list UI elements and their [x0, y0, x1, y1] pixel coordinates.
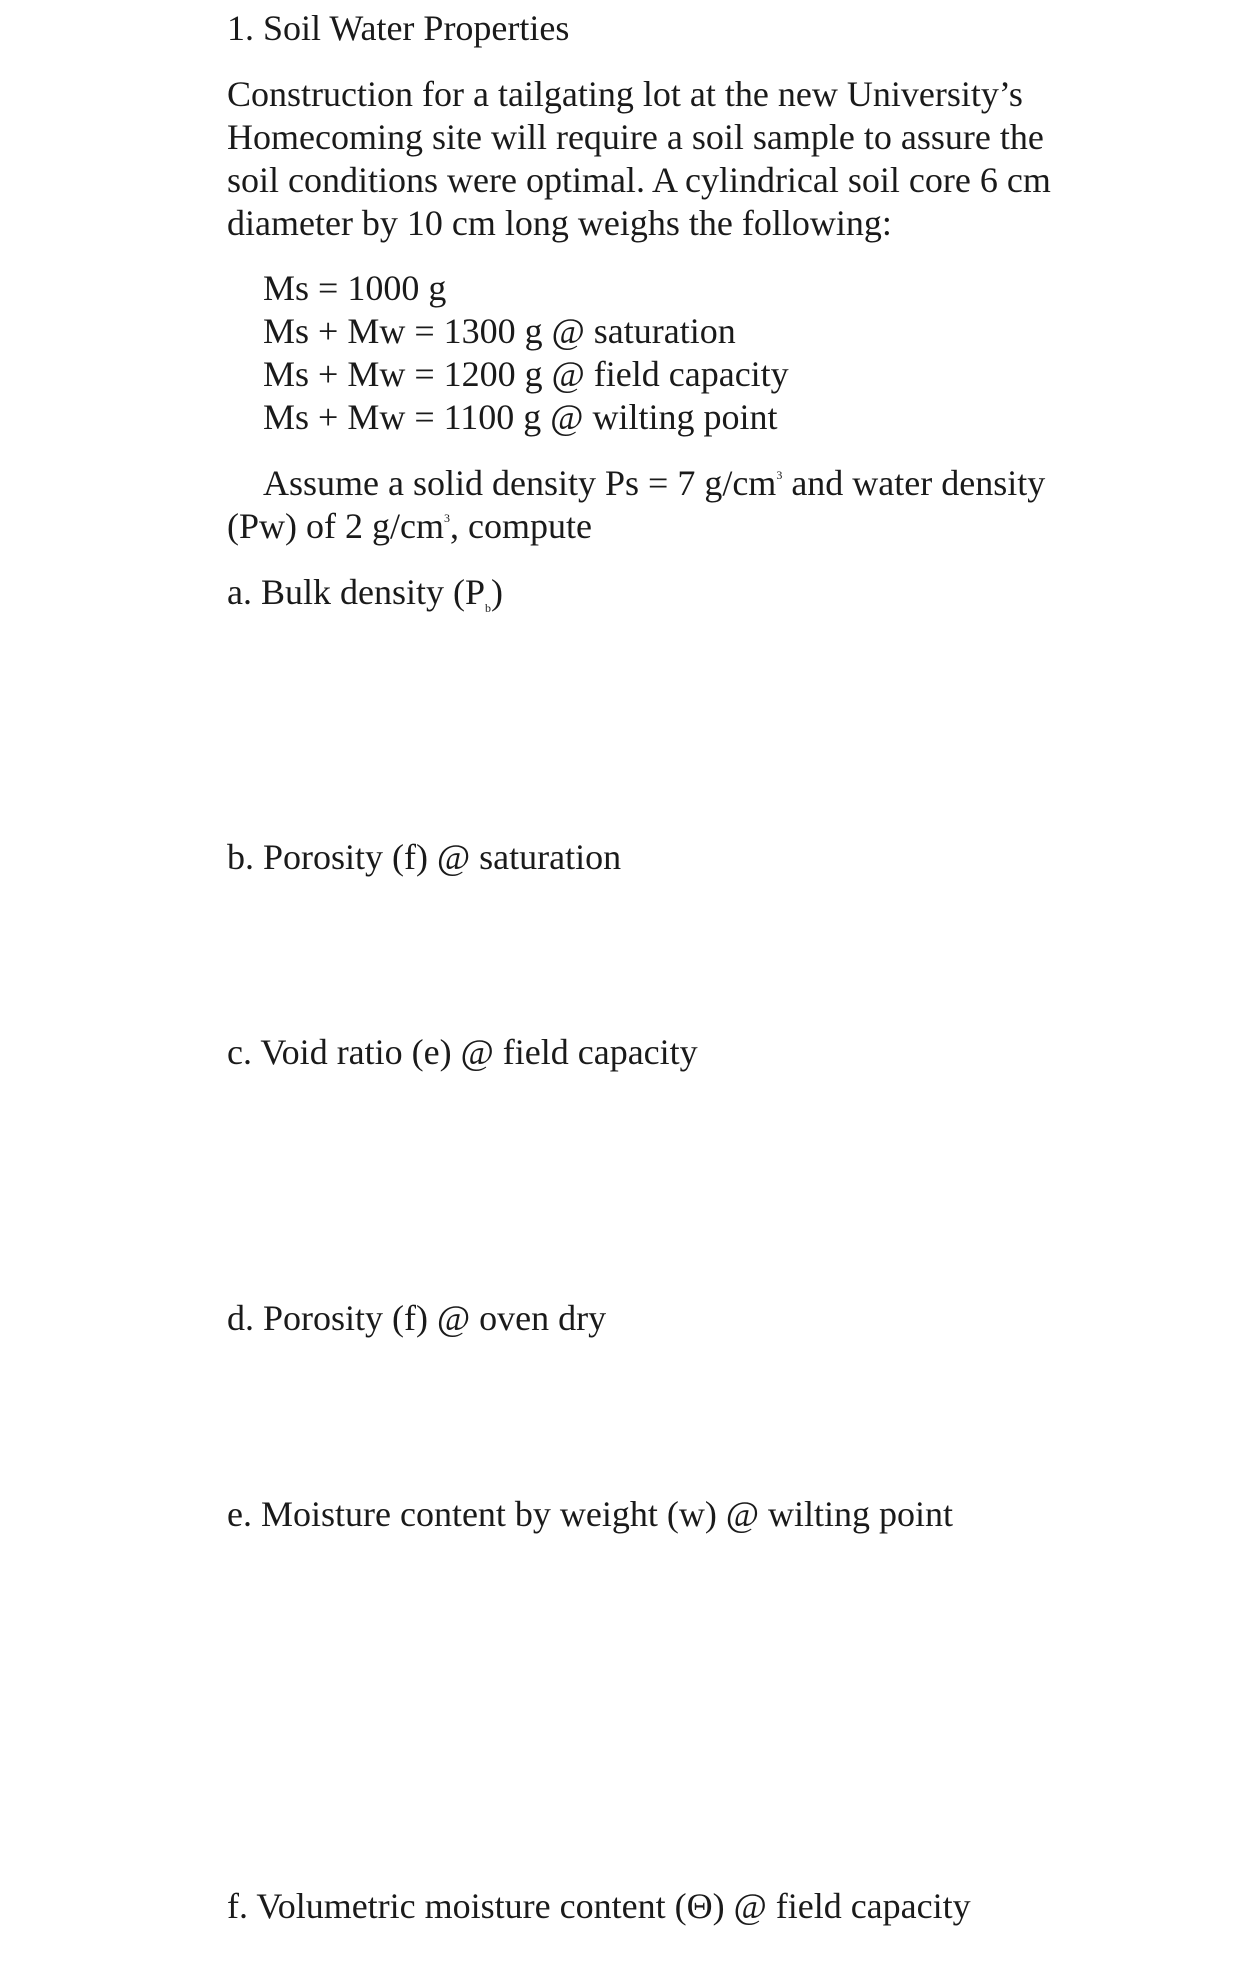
- given-dry-mass: Ms = 1000 g: [263, 268, 447, 308]
- given-field-capacity-mass: Ms + Mw = 1200 g @ field capacity: [263, 354, 789, 394]
- assumption-line-2-text: (Pw) of 2 g/cm: [227, 506, 444, 546]
- assumption-line-1-text: Assume a solid density Ps = 7 g/cm: [263, 463, 777, 503]
- assumption-line-1-tail: and water density: [782, 463, 1046, 503]
- assumption-line-2-tail: , compute: [449, 506, 592, 546]
- question-a-text: a. Bulk density (P: [227, 572, 485, 612]
- intro-line-4: diameter by 10 cm long weighs the following:: [227, 203, 892, 243]
- given-wilting-point-mass: Ms + Mw = 1100 g @ wilting point: [263, 397, 778, 437]
- given-saturation-mass: Ms + Mw = 1300 g @ saturation: [263, 311, 736, 351]
- question-a-close: ): [491, 572, 503, 612]
- assumption-line-2: [227, 504, 592, 548]
- question-a: [227, 570, 503, 614]
- question-d: d. Porosity (f) @ oven dry: [227, 1298, 607, 1338]
- assumption-line-1: [263, 461, 1045, 505]
- question-f: f. Volumetric moisture content (Θ) @ field capacity: [227, 1886, 971, 1926]
- intro-line-3: soil conditions were optimal. A cylindrical soil core 6 cm: [227, 160, 1051, 200]
- question-c: c. Void ratio (e) @ field capacity: [227, 1032, 698, 1072]
- question-b: b. Porosity (f) @ saturation: [227, 837, 622, 877]
- subscript-b: b: [485, 601, 491, 615]
- intro-line-1: Construction for a tailgating lot at the new University’s: [227, 74, 1023, 114]
- question-e: e. Moisture content by weight (w) @ wilting point: [227, 1494, 954, 1534]
- cubic-exponent: 3: [443, 511, 450, 525]
- page-title: 1. Soil Water Properties: [227, 8, 570, 48]
- cubic-exponent: 3: [776, 468, 783, 482]
- intro-line-2: Homecoming site will require a soil sample to assure the: [227, 117, 1044, 157]
